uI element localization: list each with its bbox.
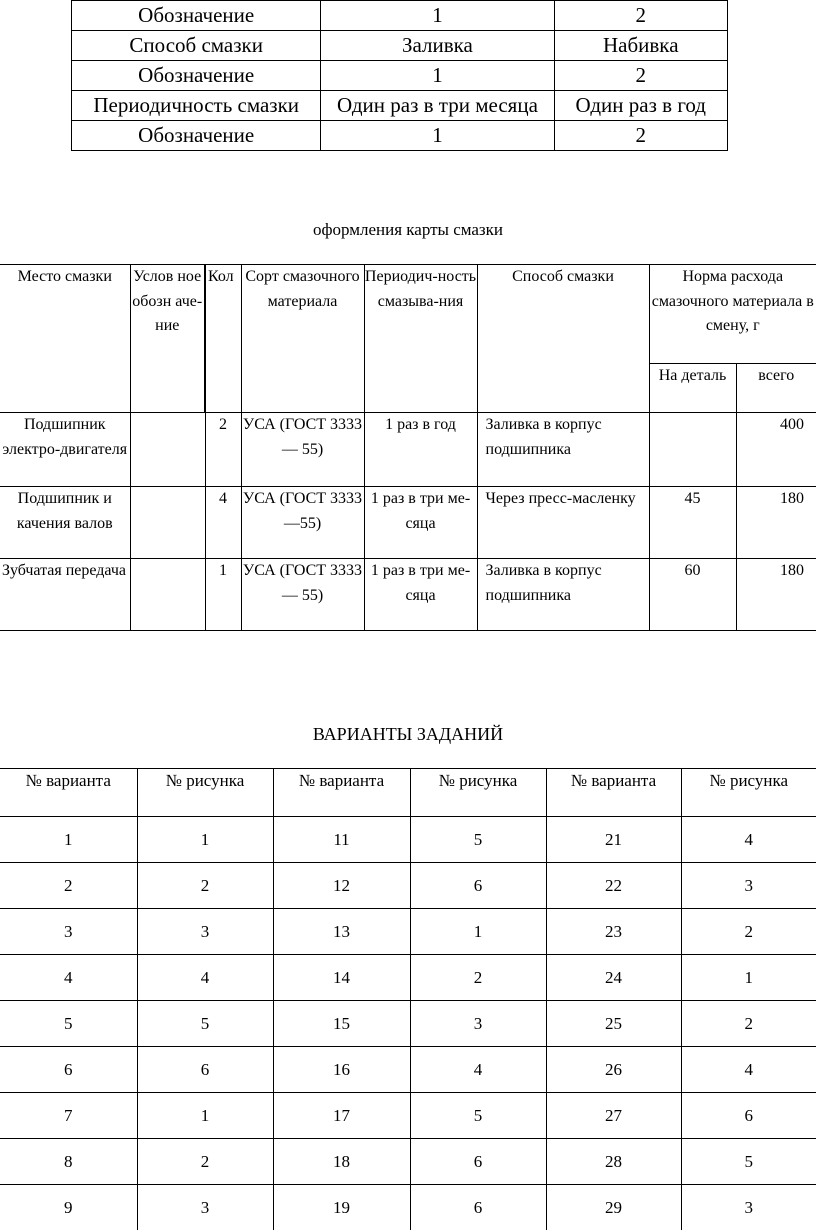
cell-symbol: [130, 559, 205, 631]
cell-figure: 1: [410, 909, 546, 955]
cell-variant: 7: [0, 1093, 137, 1139]
cell-figure: 3: [681, 1185, 816, 1231]
cell-period: 1 раз в три ме-сяца: [364, 559, 477, 631]
table-row: [0, 909, 816, 955]
header-norm: Норма расхода смазочного материала в смену, г: [649, 265, 816, 364]
table-row: [0, 955, 816, 1001]
table-row: [0, 1001, 816, 1047]
cell-variant: 17: [273, 1093, 410, 1139]
cell-symbol: [130, 413, 205, 487]
table-header-row: [0, 769, 816, 817]
cell-grade: УСА (ГОСТ 3333—55): [241, 487, 364, 559]
cell-variant: 27: [546, 1093, 681, 1139]
table-cell: Обозначение: [72, 121, 321, 151]
cell-variant: 3: [0, 909, 137, 955]
table-row: [72, 121, 728, 151]
cell-figure: 1: [681, 955, 816, 1001]
cell-variant: 8: [0, 1139, 137, 1185]
cell-grade: УСА (ГОСТ 3333— 55): [241, 559, 364, 631]
table-row: [0, 1139, 816, 1185]
cell-total: 180: [736, 487, 816, 559]
cell-variant: 25: [546, 1001, 681, 1047]
cell-variant: 4: [0, 955, 137, 1001]
cell-variant: 19: [273, 1185, 410, 1231]
cell-period: 1 раз в три ме-сяца: [364, 487, 477, 559]
table-cell: Обозначение: [72, 61, 321, 91]
header-variant: № варианта: [0, 769, 137, 817]
cell-variant: 11: [273, 817, 410, 863]
cell-per-part: 45: [649, 487, 736, 559]
cell-variant: 13: [273, 909, 410, 955]
cell-place: Зубчатая передача: [0, 559, 130, 631]
cell-variant: 1: [0, 817, 137, 863]
cell-figure: 5: [410, 817, 546, 863]
cell-method: Заливка в корпус подшипника: [477, 413, 649, 487]
table-row: [0, 1093, 816, 1139]
cell-figure: 2: [681, 909, 816, 955]
lubrication-map-caption: оформления карты смазки: [312, 220, 504, 239]
cell-figure: 1: [137, 1093, 273, 1139]
table-cell: 2: [554, 1, 728, 31]
cell-figure: 4: [137, 955, 273, 1001]
table-row: [0, 863, 816, 909]
header-figure: № рисунка: [137, 769, 273, 817]
header-per-part: На деталь: [649, 364, 736, 413]
cell-variant: 21: [546, 817, 681, 863]
cell-count: 1: [205, 559, 241, 631]
table-row: [0, 1047, 816, 1093]
table-cell: 2: [554, 61, 728, 91]
cell-per-part: 60: [649, 559, 736, 631]
cell-place: Подшипник электро-двигателя: [0, 413, 130, 487]
task-variants-caption: ВАРИАНТЫ ЗАДАНИЙ: [312, 724, 504, 744]
table-row: [72, 91, 728, 121]
table-cell: 1: [321, 61, 554, 91]
cell-figure: 6: [410, 1139, 546, 1185]
cell-figure: 2: [681, 1001, 816, 1047]
table-cell: Заливка: [321, 31, 554, 61]
header-grade: Сорт смазочного материала: [241, 265, 364, 413]
cell-figure: 4: [681, 817, 816, 863]
cell-figure: 1: [137, 817, 273, 863]
cell-variant: 9: [0, 1185, 137, 1231]
cell-variant: 26: [546, 1047, 681, 1093]
header-figure: № рисунка: [681, 769, 816, 817]
cell-count: 2: [205, 413, 241, 487]
cell-figure: 6: [410, 1185, 546, 1231]
header-figure: № рисунка: [410, 769, 546, 817]
table-cell: 2: [554, 121, 728, 151]
cell-figure: 3: [137, 909, 273, 955]
cell-variant: 18: [273, 1139, 410, 1185]
table-cell: Один раз в год: [554, 91, 728, 121]
cell-grade: УСА (ГОСТ 3333— 55): [241, 413, 364, 487]
header-total: всего: [736, 364, 816, 413]
table-cell: Набивка: [554, 31, 728, 61]
table-row: [0, 817, 816, 863]
cell-variant: 6: [0, 1047, 137, 1093]
table-row: [0, 413, 816, 487]
cell-variant: 12: [273, 863, 410, 909]
header-place: Место смазки: [0, 265, 130, 413]
task-variants-table: [0, 768, 816, 1230]
cell-figure: 4: [410, 1047, 546, 1093]
table-row: [72, 61, 728, 91]
cell-period: 1 раз в год: [364, 413, 477, 487]
cell-variant: 29: [546, 1185, 681, 1231]
table-row: [0, 487, 816, 559]
cell-total: 400: [736, 413, 816, 487]
cell-place: Подшипник и качения валов: [0, 487, 130, 559]
cell-variant: 5: [0, 1001, 137, 1047]
cell-figure: 3: [681, 863, 816, 909]
cell-figure: 3: [410, 1001, 546, 1047]
table-cell: 1: [321, 121, 554, 151]
table-cell: Способ смазки: [72, 31, 321, 61]
lubrication-map-table: [0, 264, 816, 631]
table-row: [0, 1185, 816, 1231]
cell-variant: 14: [273, 955, 410, 1001]
cell-figure: 4: [681, 1047, 816, 1093]
table-cell: Один раз в три месяца: [321, 91, 554, 121]
table-cell: 1: [321, 1, 554, 31]
cell-method: Через пресс-масленку: [477, 487, 649, 559]
table-row: [0, 559, 816, 631]
header-variant: № варианта: [546, 769, 681, 817]
cell-figure: 6: [681, 1093, 816, 1139]
cell-figure: 2: [137, 1139, 273, 1185]
cell-variant: 24: [546, 955, 681, 1001]
cell-figure: 2: [410, 955, 546, 1001]
cell-figure: 6: [137, 1047, 273, 1093]
cell-variant: 28: [546, 1139, 681, 1185]
table-cell: Обозначение: [72, 1, 321, 31]
cell-symbol: [130, 487, 205, 559]
cell-figure: 3: [137, 1185, 273, 1231]
cell-figure: 5: [137, 1001, 273, 1047]
header-symbol: Услов ное обозн аче-ние: [130, 265, 205, 413]
cell-figure: 5: [410, 1093, 546, 1139]
cell-count: 4: [205, 487, 241, 559]
cell-figure: 5: [681, 1139, 816, 1185]
lubrication-designation-table: [71, 0, 728, 151]
table-cell: Периодичность смазки: [72, 91, 321, 121]
table-header-row: [0, 265, 816, 364]
cell-method: Заливка в корпус подшипника: [477, 559, 649, 631]
cell-variant: 2: [0, 863, 137, 909]
header-method: Способ смазки: [477, 265, 649, 413]
cell-variant: 16: [273, 1047, 410, 1093]
cell-variant: 22: [546, 863, 681, 909]
header-period: Периодич-ность смазыва-ния: [364, 265, 477, 413]
cell-per-part: [649, 413, 736, 487]
cell-figure: 2: [137, 863, 273, 909]
table-row: [72, 1, 728, 31]
cell-figure: 6: [410, 863, 546, 909]
header-variant: № варианта: [273, 769, 410, 817]
table-row: [72, 31, 728, 61]
header-count: Кол: [205, 265, 241, 413]
cell-variant: 23: [546, 909, 681, 955]
cell-total: 180: [736, 559, 816, 631]
cell-variant: 15: [273, 1001, 410, 1047]
